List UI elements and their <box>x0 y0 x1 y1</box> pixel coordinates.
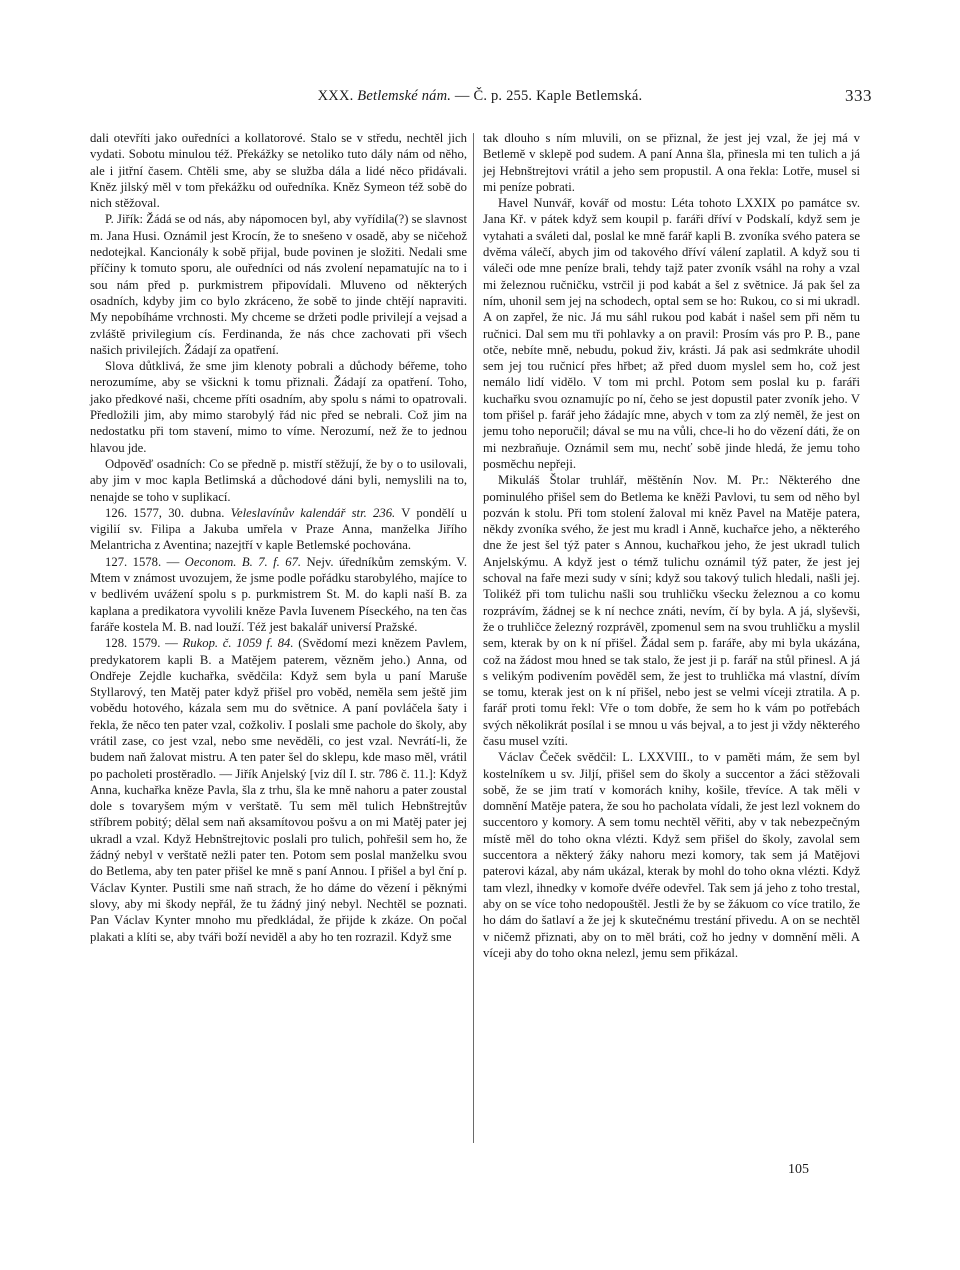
entry-126 <box>90 505 467 554</box>
entry-number: 126. 1577, 30. dubna. <box>105 505 231 520</box>
running-title-street: Betlemské nám. <box>357 88 452 104</box>
sheet-signature: 105 <box>788 1162 809 1177</box>
left-column <box>90 130 467 945</box>
paragraph: dali otevříti jako ouředníci a kollatorové. Stalo se v středu, nechtěl jich vydati. Sobotu minulou též. Překážky se netoliko tuto dály nám od něho, ale i jitřní časem. Chtěli sme, aby se služba dála a lidé něco přidávali. Kněz jilský měl v tom překážku od ouředníka. Kněz Symeon též sobě do nich stěžoval. <box>90 131 467 211</box>
entry-text: V pondělí u vigilií sv. Filipa a Jakuba umřela v Praze Anna, manželka Jiřího Melantricha z Aventina; nazejtří v kaple Betlemské pochována. <box>90 505 467 553</box>
source-citation: Rukop. č. 1059 f. 84. <box>182 636 294 651</box>
entry-text: (Svědomí mezi knězem Pavlem, predykatorem kapli B. a Matějem paterem, vězněm jeho.) Anna, od Ondřeje Zejdle kuchařka, svědčila: Když sem byla u paní Maruše Styllarový, ten Matěj pater když přišel pro voběd, neměla sem ještě jim vobědu hotového, kázala sem mu do světnice. A paní povláčela šaty i řekla, že něco ten pater vzal, cožkoliv. I poslali sme pachole do školy, aby vrátil zase, co jest vzal, nebo sme nevěděli, co jest vzal. Nevrátí-li, že budem naň žalovat mistru. A ten pater šel do sklepu, kde maso měl, vrátil po pacholeti prostěradlo. — Jiřík Anjelský [viz díl I. str. 786 č. 11.]: Když Anna, kuchařka kněze Pavla, šla z trhu, šla ke mně nahoru a pater zoustal dole s tovaryšem mým v verštatě. Tu sem měl tulich Hebnštrejtův stříbrem pobitý; dělal sem naň aksamítovou pošvu a on mi Matěj pater jej ukradl a vzal. Když Hebnštrejtovic poslali pro tulich, pohřešil sem ho, že žádný nebyl v verštatě nežli pater ten. Potom sem poslal manželku svou do Betlema, aby ten pater přišel ke mně s paní Annou. I přišel a byl ční p. Václav Kynter. Pustili sme naň strach, že ho dáme do vězení i pěknými slovy, aby mi škody nepřál, že tu žádný jiný nebyl. Nechtěl se poznati. Pan Václav Kynter mnoho mu předkládal, že přijde k zkáze. On počal plakati a klíti se, aby tváři boží neviděl a aby ho ten rozrazil. Když sme <box>90 636 467 944</box>
paragraph: Václav Čeček svědčil: L. LXXVIII., to v paměti mám, že sem byl kostelníkem u sv. Jiljí, přišel sem do školy a succentor a žáci stěžovali sobě, že se jim tratí v komorách knihy, košile, třevíce. A tak měli v domnění Matěje patera, že sou ho pacholata vídali, že jest lezl voknem do succentoro y komory. A sem tomu nechtěl věřiti, aby v tak nebezpečným místě měl do toho okna vlézti. Když sem přišel do školy, zavolal sem succentora a některý žáky nahoru mezi komory, tak sem já Matějovi paterovi kázal, aby nám ukázal, kterak by mohl do toho okna vlézti. Když tam vlezl, ihnedky v komoře dvéře odevřel. Tak sem já jeho z toho trestal, aby on se více toho nedopouštěl. Jestli že by se žákuom co více tratilo, že ho dám do šatlaví a že jej k skutečnému trestání přivedu. A on se nechtěl v ničemž přiznati, aby on to měl bráti, což ho jedny v domnění měli. A víceji aby do toho okna nelezl, jemu sem přikázal. <box>483 750 860 960</box>
entry-number: 128. 1579. — <box>105 636 183 651</box>
running-title-section: XXX. <box>317 88 358 104</box>
paragraph: Havel Nunvář, kovář od mostu: Léta tohoto LXXIX po památce sv. Jana Kř. v pátek když sem koupil p. faráři dříví v Podskalí, když sem je vytahati a sváleti dal, poslal ke mně farář kapli B. zvoníka svého patera se dvěma válečí, abych jim od takového dříví válení zaplatil. A když sou ti váleči ode mne peníze brali, tehdy tajž pater zvoník vsáhl na rohy a vzal mi železnou ručničku, vstrčil ji pod kabát a šel z světnice. Já pak šel za ním, uhonil sem jej na schodech, optal sem se ho: Rukou, co si mi ukradl. A on zapřel, že nic. Já mu sáhl rukou pod kabát i našel sem při něm tu ručnici. Dal sem mu tři pohlavky a on pravil: Prosím vás pro P. B., pane otče, nebíte mně, nebudu, pokud živ, krásti. Já pak asi sedmkráte uhodil sem jej tou ručnicí přes hřbet; až před duom myslel sem ho, což jest nemálo lidí vidělo. V tom mi prchl. Potom sem poslal ku p. faráři kuchařku svou oznamujíc po ní, čeho se jest dopustil pater zvoník jeho. V tom přišel p. farář jeho žádajíc mne, abych v tom za zlý neměl, že jest on jemu toho neporučil; dával se mu na vůli, chce-li ho do vězení dáti, že on mi nezbraňuje. Oznámil sem mu, nechť sobě jinde hledá, že jemu toho posměchu nepřeji. <box>483 196 860 471</box>
page-header <box>88 88 872 112</box>
paragraph: P. Jiřík: Žádá se od nás, aby nápomocen byl, aby vyřídila(?) se slavnost m. Jana Husi. Oznámil jest Krocín, že to snešeno v osadě, aby se ničehož nedotejkal. Kancionály k sobě přijal, bude povinen je složiti. Nedali sme příčiny k tomuto sporu, ale ouředníci od nás zvolení nepamatujíc na to i sou nám před p. purkmistrem připovídali. Mluveno od některých osadních, kdyby jim co bylo zkráceno, že sobě to jinde chtějí napraviti. My nepobíháme vrchnosti. My chceme se držeti podle privilejí a vejsad a zvláště privilegium cís. Ferdinanda, že nás chce zachovati při všech našich privilejích. Žádají za opatření. <box>90 212 467 357</box>
column-divider <box>473 133 474 1143</box>
running-title <box>88 88 872 105</box>
right-column <box>483 130 860 961</box>
entry-128 <box>90 635 467 945</box>
source-citation: Veleslavínův kalendář str. 236. <box>230 505 396 520</box>
page-number: 333 <box>845 86 872 105</box>
paragraph: tak dlouho s ním mluvili, on se přiznal, že jest jej vzal, že jej má v Betlemě v sklepě pod sudem. A paní Anna šla, přinesla mi ten tulich a já jej Hebnštrejtovi vrátil a jeho sem propustil. A ona řekla: Lotře, musel si mi peníze pobrati. <box>483 131 860 194</box>
paragraph: Mikuláš Štolar truhlář, měštěnín Nov. M. Pr.: Některého dne pominulého přišel sem do Betlema ke kněži Pavlovi, tu sem od něho byl pozván k stolu. Při tom stolení žaloval mi kněz Pavel na Matěje patera, někdy zvoníka svého, že jest mu kradl i Anně, kuchařce jeho, a některého dne že jest šel týž pater s Annou, kuchařkou jeho, že jest ukradl tulich Anjelskýmu. A když jest o témž tulichu oznámil týž pater, že jest jej schoval na faře mezi sudy v síni; když sou takový tulich hledali, našli jej. Tolikéž při tom tulichu našli sou truhličku všecku železnou a co komu rozprávím, žádnej se k ní nechce znáti, nevím, čí by byla. A já, slyševši, že o truhličce železný rozprávěl, zpomenul sem na svou truhličku a myslil sem, kterak by on k ní přišel. Žádal sem p. faráře, aby mi byla ukázána, což na žádost mou hned se tak stalo, že jest ji p. farář na stůl přinesl. A já s velikým podivením pověděl sem, že jest to truhlička má vlastní, dívím se tomu, kterak jest on k ní přišel, nebo jest se velmi víceji ztratila. A p. farář proti tomu řekl: Vře o tom dobře, že sem ho k vám po potřebách svých několikrát posílal i se mnou u vás bejval, a to jest ji vždy některého času musel vzíti. <box>483 473 860 748</box>
entry-number: 127. 1578. — <box>105 554 185 569</box>
paragraph: Odpověď osadních: Co se předně p. mistří stěžují, že by o to usilovali, aby jim v moc kapla Betlimská a důchodové dáni byli, nemyslili na to, nenajde se toho v suplikací. <box>90 456 467 504</box>
entry-127 <box>90 554 467 635</box>
paragraph: Slova důtklivá, že sme jim klenoty pobrali a důchody béřeme, toho nerozumíme, aby se všickni k tomu přiznali. Žádají za opatření. Toho, jako předkové naši, chceme příti osadním, aby spolu s námi to opatrovali. Předložili jim, aby mimo starobylý řád nic před se nebrali. Což jim na nedostatku při tom stavení, mimo to víme. Nerozumí, než že to jednou hlavou jde. <box>90 359 467 455</box>
running-title-house: — Č. p. 255. Kaple Betlemská. <box>451 88 643 104</box>
entry-text: Nejv. úředníkům zemským. V. Mtem v známost uvozujem, že jsme podle pořádku starobylého, majíce to v bedlivém uvážení spolu s p. purkmistrem St. M. do kapli naší B. za kaplana a predikatora vyvolili kněze Pavla Iuvenem Píseckého, na ten čas faráře kostela M. B. nad louží. Též jest bakalář universí Pražské. <box>90 554 467 634</box>
source-citation: Oeconom. B. 7. f. 67. <box>184 554 302 569</box>
